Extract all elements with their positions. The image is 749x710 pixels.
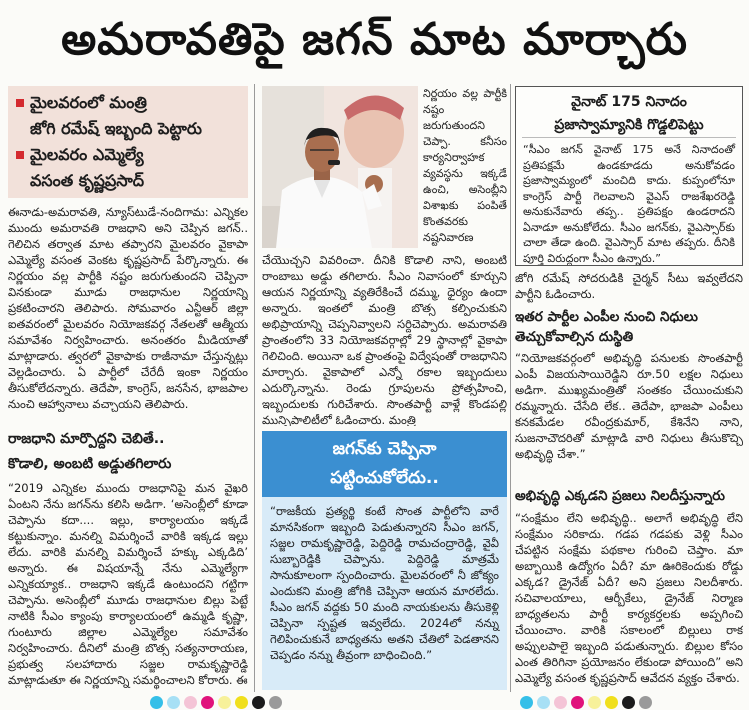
pullquote-header <box>262 431 507 497</box>
pullquote-box <box>262 431 507 690</box>
registration-dot <box>520 696 533 709</box>
subhead: ఇతర పార్టీల ఎంపీల నుంచి నిధులు తెచ్చుకోవాల్సిన దుస్థితి <box>515 309 698 345</box>
registration-marks <box>150 696 300 709</box>
subhead: రాజధాని మార్పొద్దని చెబితే.. <box>8 431 165 447</box>
continuation-paragraph: చేయొచ్చని వివరించా. దీనికి కొడాలి నాని, అంబటి రాంబాబు అడ్డు తగిలారు. సీఎం నివాసంలో కూర్చుని ఆయన నిర్ణయాన్ని వ్యతిరేకించే దమ్ము, ధైర్యం ఉందా అన్నారు. ఇంతలో మంత్రి బొత్స కల్పించుకుని అభిప్రాయాన్ని చెప్పనివ్వాలని సర్దిచెప్పారు. అమరావతి ప్రాంతంలోని 33 నియోజకవర్గాల్లో 29 స్థానాల్లో వైకాపా గెలిచింది. అయినా ఒక ప్రాంతంపై విద్వేషంతో రాజధానిని మార్చారు. వైకాపాలో ఎన్నో రకాల ఇబ్బందులు ఎదుర్కొన్నాను. రెండు గ్రూపులను ప్రోత్సహించి, ఇబ్బందులకు గురిచేశారు. సొంతపార్టీ వాళ్లే కొండపల్లి మున్సిపాలిటీలో ఓడించారు. మంత్రి <box>262 253 507 426</box>
quote-paragraph: “నియోజకవర్గంలో అభివృద్ధి పనులకు సొంతపార్టీ ఎంపీ విజయసాయిరెడ్డిని రూ.50 లక్షల నిధులు అడిగా. ముఖ్యమంత్రితో సంతకం చేయించుకుని రమ్మన్నారు. చేసేది లేక.. తెదేపా, భాజపా ఎంపీలు కనకమేడల రవీంద్రకుమార్, కేశినేని నాని, సుజనాచౌదరితో మాట్లాడి వారి నిధులు తీసుకొచ్చి అభివృద్ధి చేశా.” <box>515 351 743 461</box>
bullet-square-icon <box>16 99 24 107</box>
headline: అమరావతిపై జగన్ మాట మార్చారు <box>61 14 688 65</box>
registration-dot <box>252 696 265 709</box>
speaker-photo <box>262 86 418 248</box>
highlights-box <box>8 86 248 198</box>
registration-dot <box>218 696 231 709</box>
highlight-item <box>14 90 242 142</box>
sidebar-column-text: నిర్ణయం వల్ల పార్టీకి నష్టం జరుగుతుందని చెప్పా. కనీసం కార్యనిర్వాహక వ్యవస్థను ఇక్కడే ఉంచి, అసెంబ్లీని విశాఖకు పంపితే కొంతవరకు నష్టనివారణ <box>423 87 507 244</box>
registration-dot <box>571 696 584 709</box>
highlight-line: జోగి రమేష్ ఇబ్బంది పెట్టారు <box>30 119 202 138</box>
pullquote-text: “రాజకీయ ప్రత్యర్థి కంటే సొంత పార్టీలోని వారే మానసికంగా ఇబ్బంది పెడుతున్నారని సీఎం జగన్, సజ్జల రామకృష్ణారెడ్డి, పెద్దిరెడ్డి రామచంద్రారెడ్డి, వైవీ సుబ్బారెడ్డికి చెప్పాను. పెద్దిరెడ్డి మాత్రమే సానుకూలంగా స్పందించారు. మైలవరంలో నీ జోక్యం ఎందుకని మంత్రి జోగికి చెప్పినా ఆయన మారలేదు. సీఎం జగన్ వద్దకు 50 మంది నాయకులను తీసుకెళ్లి చెప్పినా స్పష్టత ఇవ్వలేదు. 2024లో నన్ను గెలిపించుకునే బాధ్యతను అతని చేతిలో పెడతానని చెప్పడం నన్ను తీవ్రంగా బాధించింది.” <box>270 504 499 662</box>
registration-dot <box>269 696 282 709</box>
highlight-line: వసంత కృష్ణప్రసాద్ <box>30 171 145 190</box>
registration-marks <box>520 696 670 709</box>
column-divider <box>254 84 255 692</box>
continuation-paragraph: జోగి రమేష్ సోదరుడికి చైర్మన్ సీటు ఇవ్వలేదని పార్టీని ఓడించారు. <box>515 271 743 301</box>
boxed-quote-title-line: ప్రజాస్వామ్యానికి గొడ్డలిపెట్టు <box>554 117 704 133</box>
highlight-item <box>14 142 242 194</box>
boxed-quote <box>515 86 743 266</box>
pullquote-title-line: పట్టించుకోలేదు.. <box>330 468 439 488</box>
boxed-quote-text: “సీఎం జగన్ వైనాట్ 175 అనే నినాదంతో ప్రతిపక్షమే ఉండకూడదు అనుకోవడం ప్రజాస్వామ్యంలో మంచిది కాదు. కుప్పంలోనూ కాంగ్రెస్ పార్టీ గెలవాలని వైఎస్ రాజశేఖరరెడ్డి అనుకునేవారు తప్ప.. ప్రతిపక్షం ఉండరాదని ఏనాడూ అనుకోలేదు. సీఎం జగన్‌కు, వైఎస్సార్‌కు చాలా తేడా ఉంది. వైఎస్సార్ మాట తప్పరు. దీనికి పూర్తి విరుద్ధంగా సీఎం ఉన్నారు.” <box>523 143 735 265</box>
bullet-square-icon <box>16 151 24 159</box>
highlight-line: మైలవరంలో మంత్రి <box>30 93 147 112</box>
column-divider <box>510 84 511 692</box>
registration-dot <box>201 696 214 709</box>
quote-paragraph: “2019 ఎన్నికల ముందు రాజధానిపై మన వైఖరి ఏంటని నేను జగన్‌ను కలిసి అడిగా. ‘అసెంబ్లీలో కూడా చెప్పాను కదా.... ఇల్లు, కార్యాలయం ఇక్కడే కట్టుకున్నాం. మనల్ని విమర్శించే వారికి ఇక్కడ ఇల్లు లేదు. వారికి మనల్ని విమర్శించే హక్కు ఎక్కడిది’ అన్నారు. ఈ విషయాన్నే నేను ఎమ్మెల్యేగా ఎన్నికయ్యాక.. రాజధాని ఇక్కడే ఉంటుందని గట్టిగా చెప్పాను. అసెంబ్లీలో మూడు రాజధానుల బిల్లు పెట్టే నాటికి సీఎం క్యాంపు కార్యాలయంలో ఉమ్మడి కృష్ణా, గుంటూరు జిల్లాల ఎమ్మెల్యేల సమావేశం నిర్వహించారు. దీనిలో మంత్రి బొత్స సత్యనారాయణ, ప్రభుత్వ సలహాదారు సజ్జల రామకృష్ణారెడ్డి మాట్లాడుతూ ఈ నిర్ణయాన్ని సమర్థించాలని కోరారు. ఈ <box>8 481 248 687</box>
registration-dot <box>235 696 248 709</box>
registration-dot <box>554 696 567 709</box>
lead-paragraph: ఈనాడు-అమరావతి, న్యూస్‌టుడే-నందిగామ: ఎన్నికల ముందు అమరావతి రాజధాని అని చెప్పిన జగన్.. గెలిచిన తర్వాత మాట తప్పారని మైలవరం వైకాపా ఎమ్మెల్యే వసంత వెంకట కృష్ణప్రసాద్ పేర్కొన్నారు. ఈ నిర్ణయం వల్ల పార్టీకి నష్టం జరుగుతుందని చెప్పినా వినకుండా మూడు రాజధానుల నిర్ణయాన్ని ప్రకటించారని తెలిపారు. సోమవారం ఎన్టీఆర్ జిల్లా ఐతవరంలో మైలవరం నియోజకవర్గ నేతలతో ఆత్మీయ సమావేశం నిర్వహించారు. అనంతరం మీడియాతో మాట్లాడారు. త్వరలో వైకాపాకు రాజీనామా చేస్తున్నట్లు వెల్లడించారు. ఏ పార్టీలో చేరేదీ ఇంకా నిర్ణయం తీసుకోలేదన్నారు. తెదేపా, కాంగ్రెస్, జనసేన, భాజపాల నుంచి ఆహ్వానాలు వచ్చాయని తెలిపారు. <box>8 205 248 411</box>
registration-dot <box>622 696 635 709</box>
registration-dot <box>605 696 618 709</box>
boxed-quote-header <box>522 87 736 138</box>
registration-dot <box>150 696 163 709</box>
registration-dot <box>167 696 180 709</box>
quote-paragraph: “సంక్షేమం లేని అభివృద్ధి.. అలాగే అభివృద్ధి లేని సంక్షేమం సరికాదు. గడప గడపకు వెళ్లి సీఎం చేపట్టిన సంక్షేమ పథకాల గురించి చెప్తాం. మా అబ్బాయికి ఉద్యోగం ఏదీ? మా ఊరికెందుకు రోడ్డు ఎక్కడ? డ్రైనేజ్ ఏదీ? అని ప్రజలు నిలదీశారు. సచివాలయాలు, ఆర్బీకేలు, డ్రైనేజ్ నిర్మాణ బాధ్యతలను పార్టీ కార్యకర్తలకు అప్పగించి చేయించాం. వారికి సకాలంలో బిల్లులు రాక అప్పులపాలై ఇబ్బంది పడుతున్నారు. బిల్లుల కోసం ఎంత తిరిగినా ప్రయోజనం లేకుండా పోయింది” అని ఎమ్మెల్యే వసంత కృష్ణప్రసాద్ ఆవేదన వ్యక్తం చేశారు. <box>515 511 743 685</box>
subhead: అభివృద్ధి ఎక్కడని ప్రజలు నిలదీస్తున్నారు <box>515 488 725 504</box>
registration-dot <box>537 696 550 709</box>
registration-dot <box>184 696 197 709</box>
highlight-line: మైలవరం ఎమ్మెల్యే <box>30 145 144 164</box>
pullquote-title-line: జగన్‌కు చెప్పినా <box>332 439 437 459</box>
boxed-quote-title-line: వైనాట్ 175 నినాదం <box>571 94 687 110</box>
registration-dot <box>639 696 652 709</box>
speaker-photo-image <box>262 86 418 248</box>
subhead-bold: కొడాలి, అంబటి అడ్డుతగిలారు <box>8 456 172 472</box>
registration-dot <box>588 696 601 709</box>
